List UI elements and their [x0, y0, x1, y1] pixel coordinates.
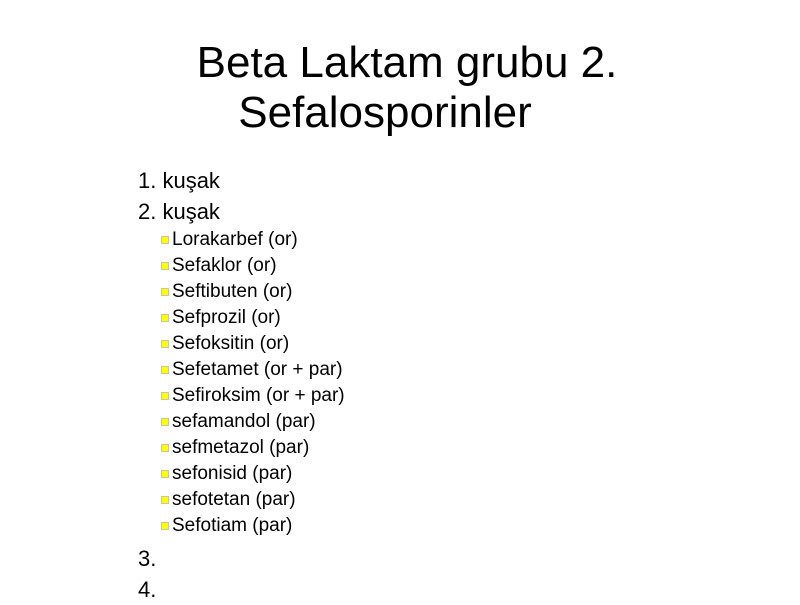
sub-list-item-label: Sefprozil (or)	[172, 307, 281, 328]
sub-list-item	[138, 253, 738, 279]
sub-list-item-label: Sefetamet (or + par)	[172, 359, 343, 380]
sub-list-item	[138, 279, 738, 305]
sub-list-item-label: Sefiroksim (or + par)	[172, 385, 345, 406]
sub-list-item	[138, 357, 738, 383]
list-item-4: 4.	[138, 577, 157, 602]
sub-list-item	[138, 383, 738, 409]
sub-list-item	[138, 227, 738, 253]
square-bullet-icon	[161, 340, 169, 348]
sub-list-item-label: sefonisid (par)	[172, 463, 293, 484]
sub-list-item	[138, 513, 738, 539]
sub-list-item-label: sefotetan (par)	[172, 489, 296, 510]
sub-list-item	[138, 461, 738, 487]
sub-list-item	[138, 435, 738, 461]
square-bullet-icon	[161, 314, 169, 322]
list-item-1-kusak: 1. kuşak	[138, 168, 220, 193]
square-bullet-icon	[161, 418, 169, 426]
list-item-2-kusak: 2. kuşak	[138, 199, 220, 224]
sub-list-item-label: Sefoksitin (or)	[172, 333, 290, 354]
square-bullet-icon	[161, 496, 169, 504]
square-bullet-icon	[161, 262, 169, 270]
square-bullet-icon	[161, 392, 169, 400]
sub-list-item-label: sefmetazol (par)	[172, 437, 310, 458]
sub-list-item-label: Lorakarbef (or)	[172, 229, 298, 250]
square-bullet-icon	[161, 288, 169, 296]
sub-list-item	[138, 409, 738, 435]
square-bullet-icon	[161, 444, 169, 452]
sub-list-item-label: Seftibuten (or)	[172, 281, 293, 302]
square-bullet-icon	[161, 522, 169, 530]
sub-list-item	[138, 331, 738, 357]
sub-list-item	[138, 487, 738, 513]
square-bullet-icon	[161, 236, 169, 244]
sub-list-item-label: Sefaklor (or)	[172, 255, 277, 276]
sub-list-item-label: sefamandol (par)	[172, 411, 316, 432]
square-bullet-icon	[161, 366, 169, 374]
list-item-3: 3.	[138, 546, 157, 571]
content-list	[138, 165, 738, 605]
sub-list-item-label: Sefotiam (par)	[172, 515, 293, 536]
sub-list-item	[138, 305, 738, 331]
square-bullet-icon	[161, 470, 169, 478]
slide-title	[0, 38, 800, 138]
slide-title-line-2: Sefalosporinler	[238, 88, 532, 137]
slide-title-line-1: Beta Laktam grubu 2.	[196, 38, 618, 87]
